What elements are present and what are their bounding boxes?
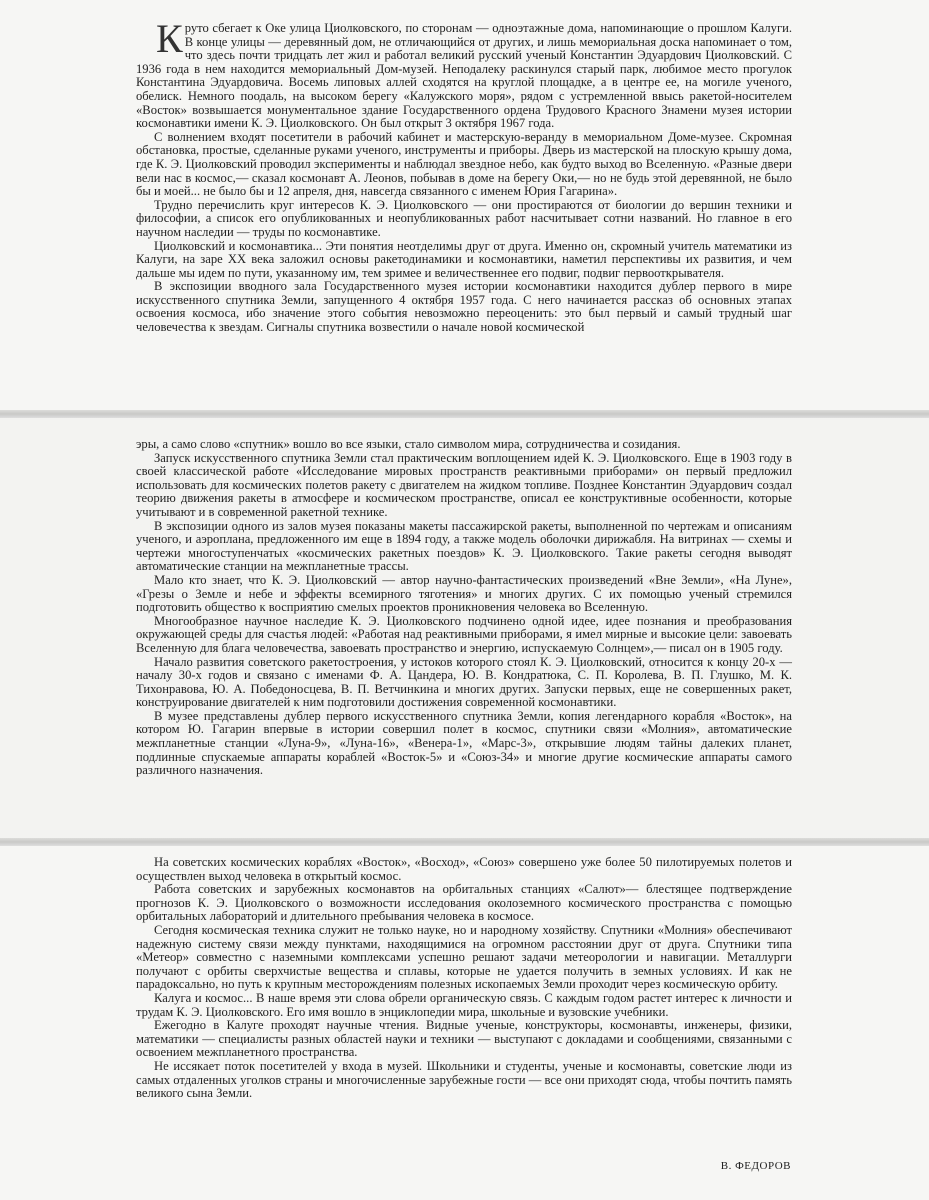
panel-bottom: [0, 846, 929, 1200]
paper-fold: [0, 410, 929, 418]
article-text-top: [136, 16, 792, 335]
article-text-middle: [136, 438, 792, 778]
paragraph: Начало развития советского ракетостроения, у истоков которого стоял К. Э. Циолковский, относится к концу 20-х — началу 30-х годов и связано с именами Ф. А. Цандера, Ю. В. Кондратюка, С. П. Королева, В. П. Глушко, М. К. Тихонравова, Ю. А. Победоносцева, В. П. Ветчинкина и многих других. Запуски первых, еще не совершенных ракет, конструирование двигателей к ним подготовили достижения современной космонавтики.: [136, 654, 792, 710]
article-text-bottom: [136, 856, 792, 1101]
panel-top: [0, 0, 929, 410]
paragraph: Ежегодно в Калуге проходят научные чтения. Видные ученые, конструкторы, космонавты, инженеры, физики, математики — специалисты разных областей науки и техники — выступают с докладами и сообщениями, связанными с освоением межпланетного пространства.: [136, 1018, 792, 1060]
paragraph: Работа советских и зарубежных космонавтов на орбитальных станциях «Салют»— блестящее подтверждение прогнозов К. Э. Циолковского о возможности исследования околоземного космического пространства с помощью орбитальных лабораторий и длительного пребывания человека в космосе.: [136, 882, 792, 924]
panel-middle: [0, 418, 929, 838]
paragraph: В экспозиции одного из залов музея показаны макеты пассажирской ракеты, выполненной по чертежам и описаниям ученого, и аэроплана, предложенного им еще в 1894 году, а также модель оболочки дирижабля. На витринах — схемы и чертежи многоступенчатых «космических ракетных поездов» К. Э. Циолковского. Такие ракеты сегодня выводят автоматические станции на межпланетные трассы.: [136, 518, 792, 574]
paper-fold: [0, 838, 929, 846]
paragraph: Запуск искусственного спутника Земли стал практическим воплощением идей К. Э. Циолковского. Еще в 1903 году в своей классической работе «Исследование мировых пространств реактивными приборами» он первый предложил использовать для космических полетов ракету с двигателем на жидком топливе. Позднее Константин Эдуардович создал теорию движения ракеты в атмосфере и космическом пространстве, описал ее конструктивные особенности, которые учитывают и в современной ракетной технике.: [136, 450, 792, 519]
paragraph: Сегодня космическая техника служит не только науке, но и народному хозяйству. Спутники «Молния» обеспечивают надежную систему связи между пунктами, находящимися на огромном расстоянии друг от друга. Спутники типа «Метеор» совместно с наземными комплексами успешно решают задачи метеорологии и навигации. Металлурги получают с орбиты сверхчистые вещества и сплавы, которые не удается получить в земных условиях. И как не парадоксально, но путь к крупным месторождениям полезных ископаемых Земли проходит через космическую орбиту.: [136, 922, 792, 992]
paragraph: В музее представлены дублер первого искусственного спутника Земли, копия легендарного корабля «Восток», на котором Ю. Гагарин впервые в истории совершил полет в космос, спутники связи «Молния», автоматические межпланетные станции «Луна-9», «Луна-16», «Венера-1», «Марс-3», открывшие людям тайны далеких планет, подлинные спускаемые аппараты кораблей «Восток-5» и «Союз-34» и многие другие космические аппараты самого различного назначения.: [136, 708, 792, 778]
paragraph: Не иссякает поток посетителей у входа в музей. Школьники и студенты, ученые и космонавты, советские люди из самых отдаленных уголков страны и многочисленные зарубежные гости — все они приходят сюда, чтобы почтить память великого сына Земли.: [136, 1058, 792, 1101]
drop-cap: К: [156, 16, 183, 61]
paragraph: [136, 16, 792, 131]
paragraph: Многообразное научное наследие К. Э. Циолковского подчинено одной идее, идее познания и преобразования окружающей среды для счастья людей: «Работая над реактивными приборами, я имел мирные и высокие цели: завоевать Вселенную для блага человечества, завоевать пространство и энергию, испускаемую Солнцем»,— писал он в 1905 году.: [136, 613, 792, 655]
paragraph: Циолковский и космонавтика... Эти понятия неотделимы друг от друга. Именно он, скромный учитель математики из Калуги, на заре XX века заложил основы ракетодинамики и космонавтики, наметил перспективы их развития, и чем дальше мы идем по пути, указанному им, тем зримее и величественнее его подвиг, подвиг первооткрывателя.: [136, 238, 792, 280]
author-signature: В. ФЕДОРОВ: [720, 1160, 791, 1172]
paragraph: Трудно перечислить круг интересов К. Э. Циолковского — они простираются от биологии до вершин техники и философии, а список его опубликованных и неопубликованных работ насчитывает сотни названий. Но главное в его научном наследии — труды по космонавтике.: [136, 197, 792, 239]
paragraph: Калуга и космос... В наше время эти слова обрели органическую связь. С каждым годом растет интерес к личности и трудам К. Э. Циолковского. Его имя вошло в энциклопедии мира, школьные и вузовские учебники.: [136, 990, 792, 1019]
paragraph: В экспозиции вводного зала Государственного музея истории космонавтики находится дублер первого в мире искусственного спутника Земли, запущенного 4 октября 1957 года. С него начинается рассказ об основных этапах освоения космоса, ибо значение этого события невозможно переоценить: это был первый и самый трудный шаг человечества к звездам. Сигналы спутника возвестили о начале новой космической: [136, 279, 792, 335]
paragraph: Мало кто знает, что К. Э. Циолковский — автор научно-фантастических произведений «Вне Земли», «На Луне», «Грезы о Земле и небе и эффекты всемирного тяготения» и многих других. С их помощью ученый стремился подготовить общество к восприятию смелых проектов проникновения человека во Вселенную.: [136, 572, 792, 615]
paragraph-continuation: эры, а само слово «спутник» вошло во все языки, стало символом мира, сотрудничества и созидания.: [136, 437, 681, 451]
paragraph: На советских космических кораблях «Восток», «Восход», «Союз» совершено уже более 50 пилотируемых полетов и осуществлен выход человека в открытый космос.: [136, 855, 792, 883]
paragraph-text: руто сбегает к Оке улица Циолковского, по сторонам — одноэтажные дома, напоминающие о прошлом Калуги. В конце улицы — деревянный дом, не отличающийся от других, и лишь мемориальная доска напоминает о том, что здесь почти тридцать лет жил и работал великий русский ученый Константин Эдуардович Циолковский. С 1936 года в нем находится мемориальный Дом-музей. Неподалеку раскинулся старый парк, любимое место прогулок Константина Эдуардовича. Восемь липовых аллей сходятся на круглой площадке, а в центре ее, на могиле ученого, обелиск. Немного поодаль, на высоком берегу «Калужского моря», рядом с устремленной ввысь ракетой-носителем «Восток» возвышается монументальное здание Государственного ордена Трудового Красного Знамени музея истории космонавтики имени К. Э. Циолковского. Он был открыт 3 октября 1967 года.: [136, 21, 792, 131]
paragraph: С волнением входят посетители в рабочий кабинет и мастерскую-веранду в мемориальном Доме-музее. Скромная обстановка, простые, сделанные руками ученого, инструменты и приборы. Дверь из мастерской на плоскую крышу дома, где К. Э. Циолковский проводил эксперименты и наблюдал звездное небо, как будто выход во Вселенную. «Разные двери вели нас в космос,— сказал космонавт А. Леонов, побывав в доме на берегу Оки,— но не будь этой деревянной, не было бы и моей... не было бы и 12 апреля, дня, навсегда связанного с именем Юрия Гагарина».: [136, 129, 792, 199]
